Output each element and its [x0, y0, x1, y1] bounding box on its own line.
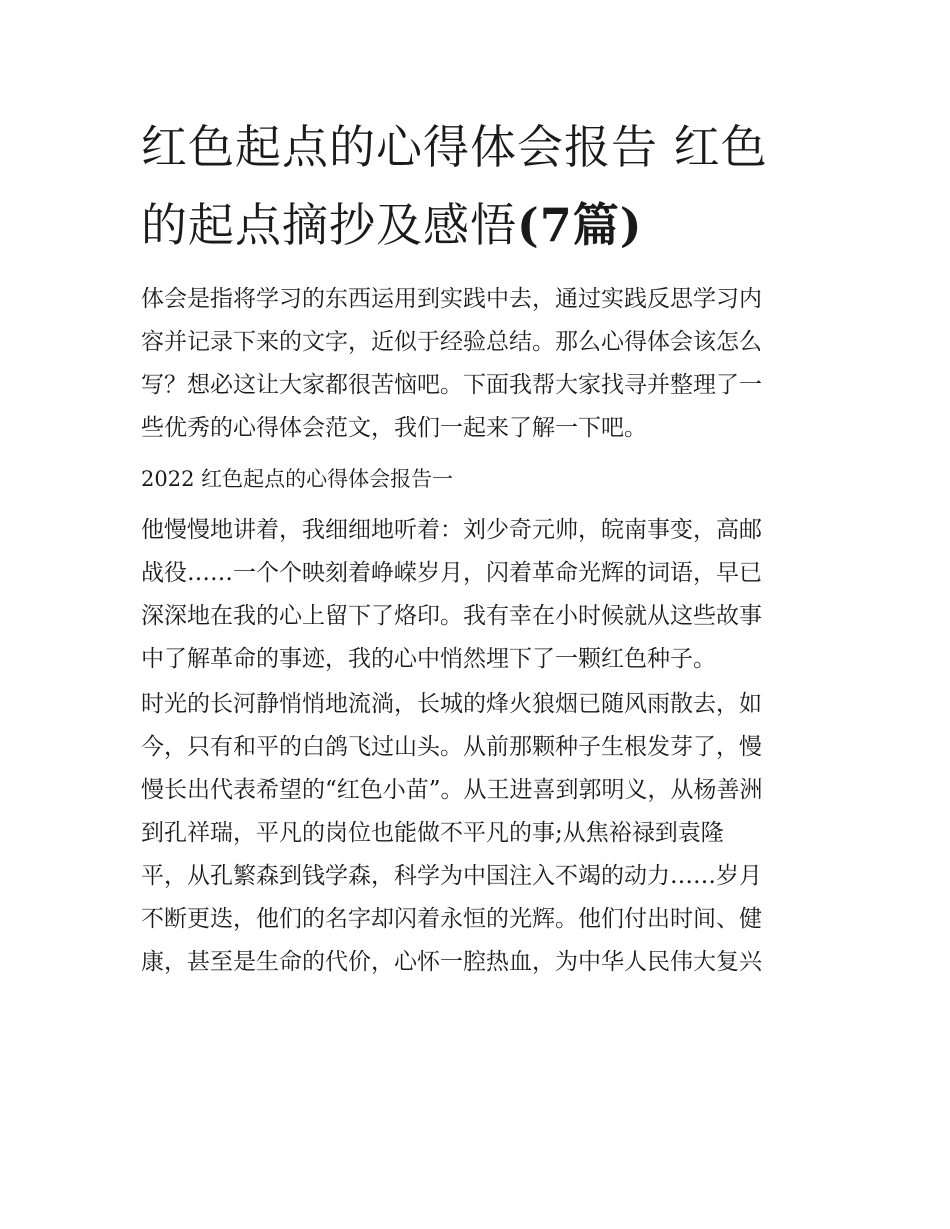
- body-line: 中了解革命的事迹，我的心中悄然埋下了一颗红色种子。: [141, 646, 716, 672]
- title-line-2: [141, 186, 813, 264]
- document-title: [141, 108, 813, 264]
- body-line: 平，从孔繁森到钱学森，科学为中国注入不竭的动力……岁月: [141, 863, 762, 889]
- document-page: [141, 108, 813, 984]
- body-line: 康，甚至是生命的代价，心怀一腔热血，为中华人民伟大复兴: [141, 949, 762, 975]
- body-line: 深深地在我的心上留下了烙印。我有幸在小时候就从这些故事: [141, 603, 762, 629]
- body-paragraph-2: [141, 683, 813, 984]
- body-paragraph-1: [141, 509, 813, 681]
- body-line: 到孔祥瑞，平凡的岗位也能做不平凡的事;从焦裕禄到袁隆: [141, 820, 724, 846]
- intro-line: 体会是指将学习的东西运用到实践中去，通过实践反思学习内: [141, 286, 762, 312]
- section-heading: 2022 红色起点的心得体会报告一: [141, 467, 454, 491]
- intro-line: 些优秀的心得体会范文，我们一起来了解一下吧。: [141, 415, 647, 441]
- intro-line: 容并记录下来的文字，近似于经验总结。那么心得体会该怎么: [141, 329, 762, 355]
- body-line: 今，只有和平的白鸽飞过山头。从前那颗种子生根发芽了，慢: [141, 734, 762, 760]
- body-line: 他慢慢地讲着，我细细地听着：刘少奇元帅，皖南事变，高邮: [141, 517, 762, 543]
- intro-line: 写？想必这让大家都很苦恼吧。下面我帮大家找寻并整理了一: [141, 372, 762, 398]
- body-line: 时光的长河静悄悄地流淌，长城的烽火狼烟已随风雨散去，如: [141, 691, 762, 717]
- body-line: 不断更迭，他们的名字却闪着永恒的光辉。他们付出时间、健: [141, 906, 762, 932]
- body-line: 战役……一个个映刻着峥嵘岁月，闪着革命光辉的词语，早已: [141, 560, 762, 586]
- title-count: (7篇): [517, 198, 643, 252]
- body-line: 慢长出代表希望的“红色小苗”。从王进喜到郭明义，从杨善洲: [141, 777, 763, 803]
- title-line-1: 红色起点的心得体会报告 红色: [141, 120, 768, 174]
- title-line-2-text: 的起点摘抄及感悟: [141, 198, 517, 252]
- intro-paragraph: [141, 278, 813, 450]
